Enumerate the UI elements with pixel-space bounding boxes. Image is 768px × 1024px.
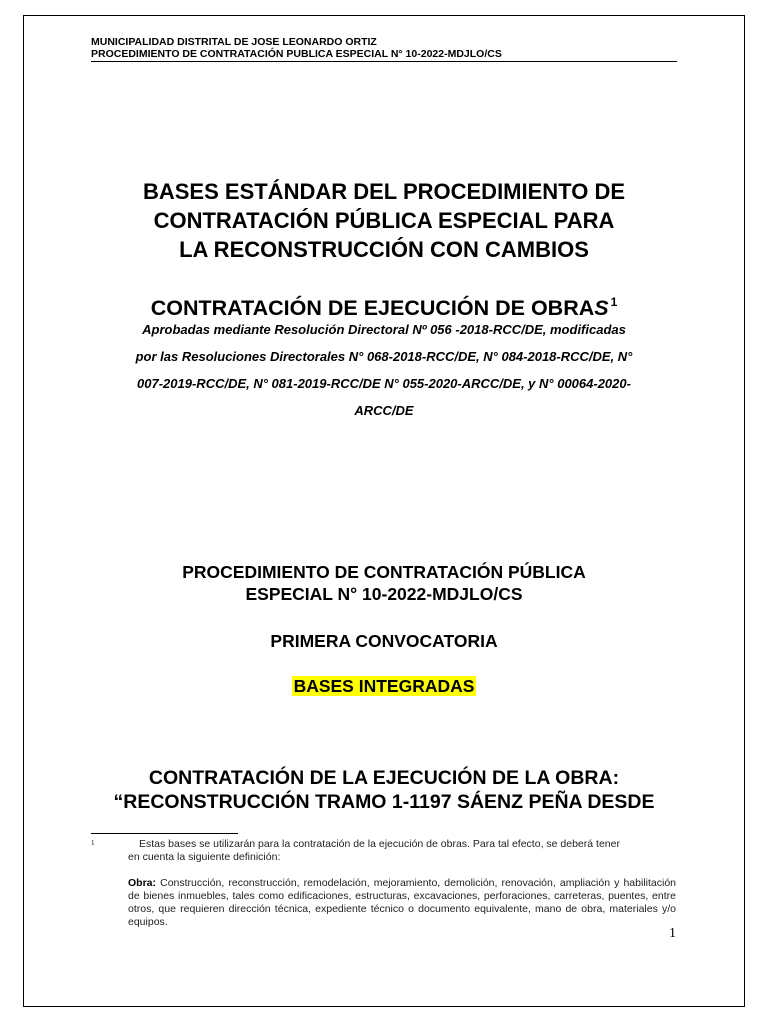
footnote-reference[interactable]: 1 [610,295,618,309]
procedure-line: PROCEDIMIENTO DE CONTRATACIÓN PÚBLICA [182,562,586,582]
approval-line: por las Resoluciones Directorales N° 068-2018-RCC/DE, N° 084-2018-RCC/DE, N° [135,349,633,364]
header-municipality: MUNICIPALIDAD DISTRITAL DE JOSE LEONARDO ORTIZ [91,36,377,48]
obra-line: CONTRATACIÓN DE LA EJECUCIÓN DE LA OBRA: [148,767,620,789]
footnote-line: en cuenta la siguiente definición: [128,851,281,863]
footnote-definition [128,877,676,929]
approval-line: Aprobadas mediante Resolución Directoral Nº 056 -2018-RCC/DE, modificadas [142,322,626,337]
bases-integradas-highlight: BASES INTEGRADAS [293,676,475,696]
obra-title [91,766,677,814]
footnote-text [128,838,676,864]
subtitle-suffix: S [594,296,609,320]
definition-term: Obra: [128,877,157,889]
bases-integradas-block [91,674,677,698]
approval-text [91,316,677,424]
subtitle-main: CONTRATACIÓN DE EJECUCIÓN DE OBRA [150,296,595,320]
title-line: LA RECONSTRUCCIÓN CON CAMBIOS [179,237,589,262]
document-title [91,177,677,264]
header-rule [91,61,677,62]
convocatoria-label: PRIMERA CONVOCATORIA [270,631,498,651]
footnote-mark: 1 [91,839,95,847]
procedure-line: ESPECIAL N° 10-2022-MDJLO/CS [245,584,523,604]
header-procedure: PROCEDIMIENTO DE CONTRATACIÓN PUBLICA ESPECIAL N° 10-2022-MDJLO/CS [91,48,502,60]
title-line: CONTRATACIÓN PÚBLICA ESPECIAL PARA [153,208,615,233]
footnote-line: Estas bases se utilizarán para la contratación de la ejecución de obras. Para tal efecto, se deberá tener [139,838,620,850]
footnote-separator [91,833,238,834]
procedure-title [91,561,677,605]
definition-text: Construcción, reconstrucción, remodelación, mejoramiento, demolición, renovación, ampliación y habilitación de bienes inmuebles, tales como edificaciones, estructuras, excavaciones, perforaciones, carreteras, puentes, entre otros, que requieren dirección técnica, expediente técnico o documento equivalente, mano de obra, materiales y/o equipos. [128,877,676,928]
approval-line: 007-2019-RCC/DE, N° 081-2019-RCC/DE N° 055-2020-ARCC/DE, y N° 00064-2020- [137,376,631,391]
title-line: BASES ESTÁNDAR DEL PROCEDIMIENTO DE [142,179,626,204]
page-number: 1 [669,926,676,941]
obra-line: “RECONSTRUCCIÓN TRAMO 1-1197 SÁENZ PEÑA DESDE [113,791,655,813]
approval-line: ARCC/DE [354,403,414,418]
